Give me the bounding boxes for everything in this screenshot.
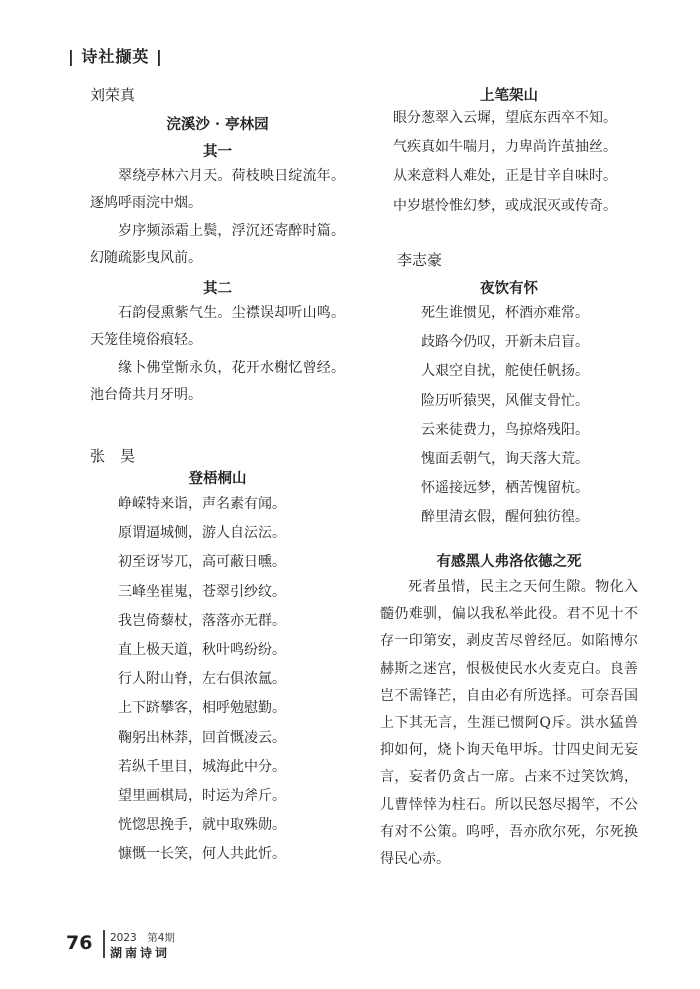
magazine-logo: 湖南诗词 bbox=[110, 946, 171, 960]
poem-title: 上笔架山 bbox=[480, 87, 538, 104]
poem-title: 有感黑人弗洛依德之死 bbox=[436, 553, 582, 570]
verse-line: 死生谁惯见，杯酒亦难常。 bbox=[421, 305, 589, 321]
poem-paragraph: 缘卜佛堂惭永负，花开水榭忆曾经。池台倚共月牙明。 bbox=[90, 360, 345, 403]
poem-subtitle: 其二 bbox=[203, 280, 232, 297]
poem-subtitle: 其一 bbox=[203, 143, 232, 160]
verse-line: 峥嵘特来诣，声名素有闻。 bbox=[118, 496, 286, 512]
verse-line: 鞠躬出林莽，回首慨凌云。 bbox=[118, 729, 286, 746]
poem-verse bbox=[421, 299, 589, 533]
verse-line: 行人附山脊，左右俱浓氲。 bbox=[118, 671, 286, 688]
verse-line: 初至讶岑兀，高可蔽日曛。 bbox=[118, 554, 286, 571]
verse-line: 歧路今仍叹，开新未启盲。 bbox=[421, 334, 589, 351]
verse-line: 恍惚思挽手，就中取殊勋。 bbox=[118, 817, 286, 834]
poem-paragraph: 石韵侵熏紫气生。尘襟误却听山鸣。天笼佳境俗痕轻。 bbox=[90, 305, 345, 348]
poem-title: 登梧桐山 bbox=[188, 470, 247, 487]
verse-line: 险历听猿哭，风催支骨忙。 bbox=[421, 392, 589, 409]
verse-line: 愧面丢朝气，询天落大荒。 bbox=[421, 450, 589, 467]
verse-line: 眼分葱翠入云墀，望底东西卒不知。 bbox=[393, 110, 617, 126]
footer-divider bbox=[103, 930, 105, 958]
verse-line: 直上极天道，秋叶鸣纷纷。 bbox=[118, 641, 286, 658]
verse-line: 若纵千里目，城海此中分。 bbox=[118, 758, 286, 775]
section-header: | 诗社撷英 | bbox=[68, 47, 163, 66]
verse-line: 怀遥接远梦，栖苦愧留杭。 bbox=[421, 480, 589, 497]
author-name: 李志豪 bbox=[397, 251, 443, 269]
verse-line: 我岂倚藜杖，落落亦无群。 bbox=[118, 612, 286, 629]
verse-line: 人艰空自扰，舵使任帆扬。 bbox=[421, 363, 589, 380]
verse-line: 中岁堪怜惟幻梦，或成泯灭或传奇。 bbox=[393, 197, 617, 214]
poem-paragraph: 岁序频添霜上鬓，浮沉还寄醉时篇。幻随疏影曳风前。 bbox=[90, 223, 345, 266]
verse-line: 从来意料人难处，正是甘辛自味时。 bbox=[393, 168, 617, 185]
verse-line: 醉里清玄假，醒何独彷徨。 bbox=[421, 509, 589, 526]
author-name: 刘荣真 bbox=[90, 86, 136, 104]
verse-line: 气疾真如牛喘月，力卑尚许茧抽丝。 bbox=[393, 139, 617, 156]
poem-verse bbox=[393, 104, 617, 221]
verse-line: 望里画棋局，时运为斧斤。 bbox=[118, 787, 286, 804]
verse-line: 三峰坐崔嵬，苍翠引纱纹。 bbox=[118, 583, 286, 600]
verse-line: 原谓逼城侧，游人自沄沄。 bbox=[118, 525, 286, 542]
poem-paragraph: 翠绕亭林六月天。荷枝映日绽流年。逐鸠呼雨浣中烟。 bbox=[90, 168, 345, 211]
poem-title: 夜饮有怀 bbox=[480, 280, 538, 297]
verse-line: 云来徒费力，鸟掠烙残阳。 bbox=[421, 421, 589, 438]
poem-title: 浣溪沙 · 亭林园 bbox=[166, 116, 269, 133]
verse-line: 上下跻攀客，相呼勉慰勤。 bbox=[118, 700, 286, 717]
page-number: 76 bbox=[66, 932, 93, 954]
issue-label: 2023 第4期 bbox=[110, 932, 175, 944]
verse-line: 慷慨一长笑，何人共此忻。 bbox=[118, 846, 286, 863]
author-name: 张 昊 bbox=[90, 447, 136, 465]
poem-paragraph: 死者虽惜，民主之天何生隙。物化入髓仍难驯，偏以我私举此役。君不见十不存一印第安，剥皮苦尽曾经厄。如陷博尔赫斯之迷宫，恨极使民水火麦克白。良善岂不需锋芒，自由必有所选择。可奈吾国上下其无言，生涯已惯阿Q斥。洪水猛兽抑如何，烧卜询天龟甲坼。廿四史间无妄言，妄者仍贪占一席。占来不过笑饮鸩，儿曹悻悻为柱石。所以民怒尽揭竿，不公有对不公策。呜呼，吾亦欣尔死，尔死换得民心赤。 bbox=[380, 579, 638, 868]
poem-verse bbox=[118, 490, 286, 869]
